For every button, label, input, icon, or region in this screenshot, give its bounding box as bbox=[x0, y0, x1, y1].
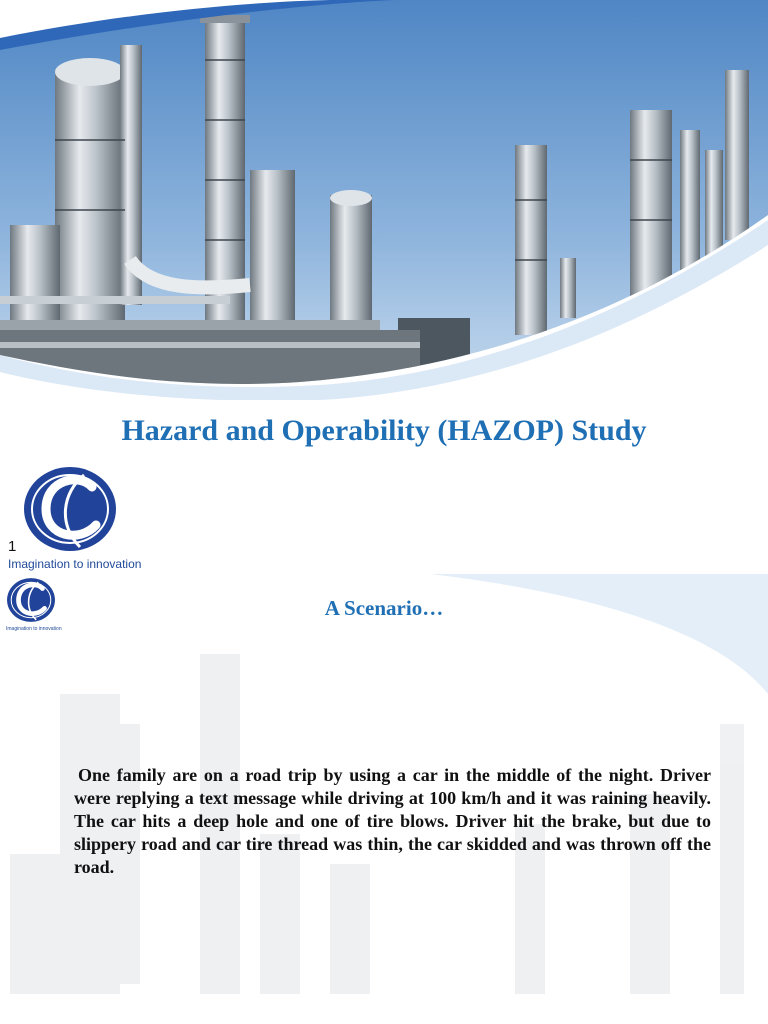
company-logo bbox=[22, 465, 118, 553]
scenario-paragraph: One family are on a road trip by using a car in the middle of the night. Driver were replying a text message while driving at 100 km/h and it was raining heavily. The car hits a deep hole and one of tire blows. Driver hit the brake, but due to slippery road and car tire thread was thin, the car skidded and was thrown off the road. bbox=[74, 765, 711, 877]
logo-tagline-small: Imagination to innovation bbox=[6, 626, 62, 632]
scenario-slide bbox=[0, 574, 768, 1024]
slide-title: Hazard and Operability (HAZOP) Study bbox=[121, 414, 647, 447]
slide-title: A Scenario… bbox=[324, 596, 444, 620]
page-number: 1 bbox=[8, 538, 17, 555]
refinery-photo bbox=[0, 0, 768, 400]
logo-tagline: Imagination to innovation bbox=[8, 557, 142, 571]
